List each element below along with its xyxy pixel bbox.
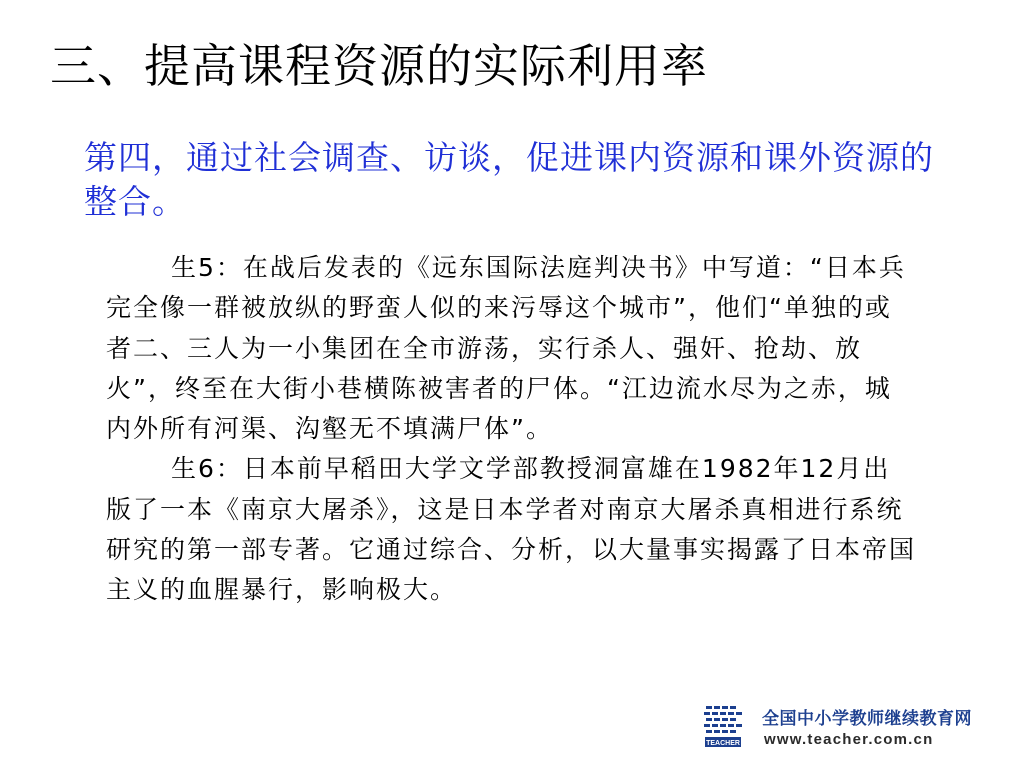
paragraph-student-5: 生5：在战后发表的《远东国际法庭判决书》中写道：“日本兵完全像一群被放纵的野蛮人似的来污辱这个城市”，他们“单独的或者二、三人为一小集团在全市游荡，实行杀人、强奸、抢劫、放火”，终至在大街小巷横陈被害者的尸体。“江边流水尽为之赤，城内外所有河渠、沟壑无不填满尸体”。: [106, 253, 906, 444]
slide-title: 三、提高课程资源的实际利用率: [50, 39, 708, 93]
logo-icon-text: TEACHER: [706, 740, 740, 747]
logo-site-url[interactable]: www.teacher.com.cn: [764, 731, 934, 748]
slide-subtitle: 第四，通过社会调查、访谈，促进课内资源和课外资源的整合。: [84, 138, 934, 221]
paragraph-student-6: 生6：日本前早稻田大学文学部教授洞富雄在1982年12月出版了一本《南京大屠杀》，这是日本学者对南京大屠杀真相进行系统研究的第一部专著。它通过综合、分析，以大量事实揭露了日本帝国主义的血腥暴行，影响极大。: [106, 454, 917, 605]
site-logo: [702, 700, 1002, 756]
teacher-logo-icon: [702, 702, 752, 752]
logo-site-name: 全国中小学教师继续教育网: [762, 709, 972, 729]
slide-body: [106, 248, 916, 611]
